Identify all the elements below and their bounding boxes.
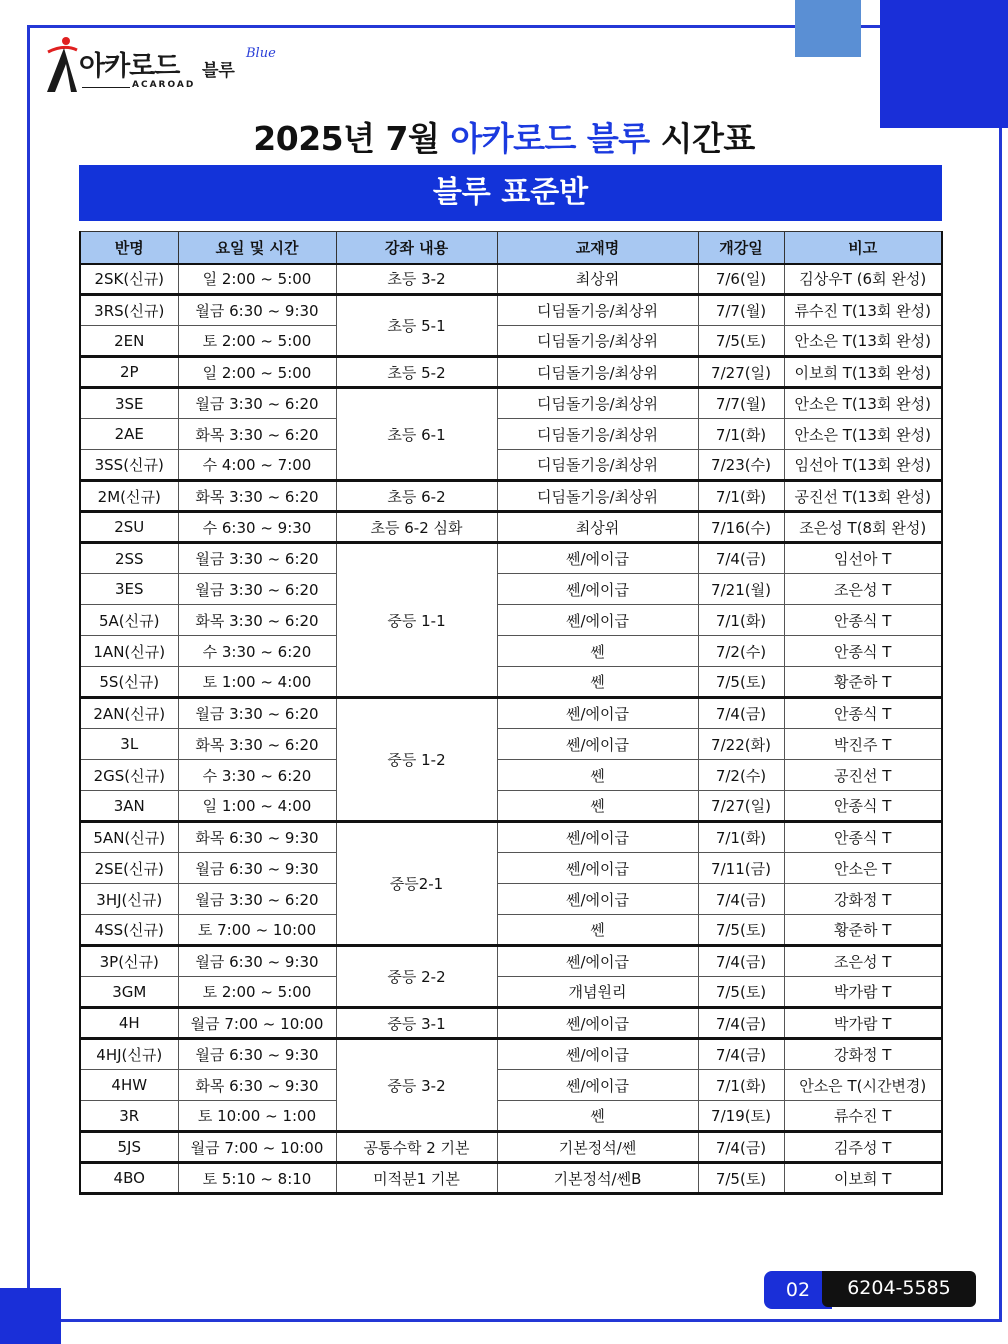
cell-time: 월금 6:30 ~ 9:30 (178, 946, 336, 977)
cell-time: 화목 6:30 ~ 9:30 (178, 1070, 336, 1101)
cell-class: 3HJ(신규) (80, 884, 178, 915)
table-row (80, 357, 942, 388)
table-row (80, 791, 942, 822)
cell-class: 3SE (80, 388, 178, 419)
cell-time: 일 2:00 ~ 5:00 (178, 357, 336, 388)
cell-book: 개념원리 (497, 977, 698, 1008)
cell-book: 기본정석/쎈B (497, 1163, 698, 1194)
cell-start: 7/11(금) (698, 853, 784, 884)
decor-block-dark (880, 0, 1008, 128)
cell-class: 3P(신규) (80, 946, 178, 977)
cell-start: 7/1(화) (698, 822, 784, 853)
cell-course: 초등 3-2 (336, 264, 497, 295)
cell-course: 초등 6-1 (336, 388, 497, 481)
cell-class: 3AN (80, 791, 178, 822)
cell-start: 7/23(수) (698, 450, 784, 481)
cell-book: 디딤돌기응/최상위 (497, 326, 698, 357)
cell-time: 월금 3:30 ~ 6:20 (178, 698, 336, 729)
cell-class: 2M(신규) (80, 481, 178, 512)
table-row (80, 729, 942, 760)
cell-book: 쎈/에이급 (497, 1008, 698, 1039)
table-row (80, 419, 942, 450)
cell-course: 중등 2-2 (336, 946, 497, 1008)
table-row (80, 1008, 942, 1039)
cell-time: 월금 7:00 ~ 10:00 (178, 1008, 336, 1039)
col-header-start: 개강일 (698, 232, 784, 264)
table-row (80, 295, 942, 326)
cell-class: 4SS(신규) (80, 915, 178, 946)
cell-class: 2SK(신규) (80, 264, 178, 295)
table-row (80, 605, 942, 636)
phone-number: 6204-5585 (822, 1271, 976, 1307)
cell-note: 임선아 T (784, 543, 942, 574)
cell-class: 3ES (80, 574, 178, 605)
cell-note: 안소은 T(13회 완성) (784, 326, 942, 357)
cell-time: 월금 6:30 ~ 9:30 (178, 853, 336, 884)
cell-start: 7/4(금) (698, 698, 784, 729)
cell-book: 디딤돌기응/최상위 (497, 357, 698, 388)
cell-class: 3RS(신규) (80, 295, 178, 326)
cell-start: 7/4(금) (698, 1039, 784, 1070)
cell-course: 초등 5-1 (336, 295, 497, 357)
cell-start: 7/5(토) (698, 1163, 784, 1194)
cell-course: 미적분1 기본 (336, 1163, 497, 1194)
cell-time: 월금 3:30 ~ 6:20 (178, 543, 336, 574)
cell-start: 7/7(월) (698, 388, 784, 419)
cell-class: 2GS(신규) (80, 760, 178, 791)
cell-class: 1AN(신규) (80, 636, 178, 667)
table-row (80, 1132, 942, 1163)
col-header-note: 비고 (784, 232, 942, 264)
page-title (0, 113, 1008, 160)
table-row (80, 264, 942, 295)
cell-note: 박진주 T (784, 729, 942, 760)
cell-book: 쎈/에이급 (497, 946, 698, 977)
cell-course: 초등 6-2 (336, 481, 497, 512)
cell-book: 쎈/에이급 (497, 729, 698, 760)
cell-class: 3R (80, 1101, 178, 1132)
col-header-class: 반명 (80, 232, 178, 264)
cell-note: 안소은 T (784, 853, 942, 884)
cell-book: 쎈/에이급 (497, 1070, 698, 1101)
cell-course: 초등 6-2 심화 (336, 512, 497, 543)
cell-class: 4BO (80, 1163, 178, 1194)
cell-course: 중등2-1 (336, 822, 497, 946)
cell-time: 화목 3:30 ~ 6:20 (178, 729, 336, 760)
cell-time: 수 3:30 ~ 6:20 (178, 760, 336, 791)
cell-time: 토 5:10 ~ 8:10 (178, 1163, 336, 1194)
cell-note: 류수진 T (784, 1101, 942, 1132)
cell-time: 토 7:00 ~ 10:00 (178, 915, 336, 946)
cell-class: 2SE(신규) (80, 853, 178, 884)
table-row (80, 822, 942, 853)
cell-book: 쎈 (497, 636, 698, 667)
cell-class: 5A(신규) (80, 605, 178, 636)
cell-note: 안소은 T(13회 완성) (784, 419, 942, 450)
cell-time: 토 1:00 ~ 4:00 (178, 667, 336, 698)
cell-time: 월금 7:00 ~ 10:00 (178, 1132, 336, 1163)
cell-note: 류수진 T(13회 완성) (784, 295, 942, 326)
cell-note: 박가람 T (784, 1008, 942, 1039)
cell-course: 중등 3-1 (336, 1008, 497, 1039)
col-header-book: 교재명 (497, 232, 698, 264)
cell-start: 7/5(토) (698, 326, 784, 357)
cell-start: 7/1(화) (698, 605, 784, 636)
cell-time: 월금 6:30 ~ 9:30 (178, 1039, 336, 1070)
cell-note: 박가람 T (784, 977, 942, 1008)
table-row (80, 1070, 942, 1101)
cell-note: 이보희 T(13회 완성) (784, 357, 942, 388)
cell-start: 7/1(화) (698, 1070, 784, 1101)
cell-note: 조은성 T(8회 완성) (784, 512, 942, 543)
cell-book: 디딤돌기응/최상위 (497, 450, 698, 481)
cell-time: 수 6:30 ~ 9:30 (178, 512, 336, 543)
cell-class: 2EN (80, 326, 178, 357)
cell-book: 디딤돌기응/최상위 (497, 481, 698, 512)
cell-note: 김주성 T (784, 1132, 942, 1163)
decor-block-light (795, 0, 861, 57)
cell-time: 토 10:00 ~ 1:00 (178, 1101, 336, 1132)
cell-note: 강화정 T (784, 1039, 942, 1070)
cell-class: 3L (80, 729, 178, 760)
table-row (80, 667, 942, 698)
schedule-table (79, 231, 943, 1195)
cell-book: 쎈/에이급 (497, 574, 698, 605)
cell-class: 2AE (80, 419, 178, 450)
brand-sub-en: Blue (246, 46, 276, 61)
cell-note: 안종식 T (784, 636, 942, 667)
cell-class: 5JS (80, 1132, 178, 1163)
cell-start: 7/2(수) (698, 760, 784, 791)
cell-time: 화목 3:30 ~ 6:20 (178, 605, 336, 636)
brand-rule (82, 87, 130, 88)
cell-time: 월금 3:30 ~ 6:20 (178, 884, 336, 915)
cell-time: 월금 6:30 ~ 9:30 (178, 295, 336, 326)
cell-book: 쎈/에이급 (497, 853, 698, 884)
table-row (80, 543, 942, 574)
cell-start: 7/7(월) (698, 295, 784, 326)
cell-start: 7/4(금) (698, 1008, 784, 1039)
cell-note: 안소은 T(13회 완성) (784, 388, 942, 419)
cell-start: 7/6(일) (698, 264, 784, 295)
cell-start: 7/27(일) (698, 791, 784, 822)
cell-class: 4HJ(신규) (80, 1039, 178, 1070)
cell-start: 7/1(화) (698, 419, 784, 450)
cell-note: 안종식 T (784, 791, 942, 822)
brand-logo (44, 36, 284, 98)
table-row (80, 636, 942, 667)
cell-start: 7/4(금) (698, 946, 784, 977)
cell-time: 수 4:00 ~ 7:00 (178, 450, 336, 481)
cell-book: 최상위 (497, 264, 698, 295)
cell-note: 황준하 T (784, 915, 942, 946)
cell-book: 쎈/에이급 (497, 822, 698, 853)
cell-start: 7/27(일) (698, 357, 784, 388)
cell-class: 4HW (80, 1070, 178, 1101)
cell-class: 3SS(신규) (80, 450, 178, 481)
cell-time: 토 2:00 ~ 5:00 (178, 326, 336, 357)
cell-time: 수 3:30 ~ 6:20 (178, 636, 336, 667)
table-row (80, 853, 942, 884)
col-header-course: 강좌 내용 (336, 232, 497, 264)
cell-start: 7/1(화) (698, 481, 784, 512)
cell-course: 중등 3-2 (336, 1039, 497, 1132)
cell-time: 토 2:00 ~ 5:00 (178, 977, 336, 1008)
cell-note: 김상우T (6회 완성) (784, 264, 942, 295)
cell-time: 일 2:00 ~ 5:00 (178, 264, 336, 295)
table-row (80, 1163, 942, 1194)
cell-note: 공진선 T (784, 760, 942, 791)
page-number: 02 (764, 1271, 832, 1309)
schedule-body (80, 264, 942, 1194)
cell-course: 중등 1-1 (336, 543, 497, 698)
cell-note: 안종식 T (784, 605, 942, 636)
title-highlight: 아카로드 블루 (450, 119, 650, 158)
cell-class: 2P (80, 357, 178, 388)
cell-book: 쎈 (497, 760, 698, 791)
cell-note: 조은성 T (784, 574, 942, 605)
table-row (80, 946, 942, 977)
table-row (80, 1101, 942, 1132)
cell-note: 안종식 T (784, 822, 942, 853)
table-row (80, 450, 942, 481)
cell-start: 7/16(수) (698, 512, 784, 543)
cell-class: 3GM (80, 977, 178, 1008)
cell-start: 7/21(월) (698, 574, 784, 605)
brand-name-ko: 아카로드 (79, 51, 180, 82)
cell-course: 중등 1-2 (336, 698, 497, 822)
cell-book: 쎈/에이급 (497, 1039, 698, 1070)
cell-book: 기본정석/쎈 (497, 1132, 698, 1163)
cell-time: 월금 3:30 ~ 6:20 (178, 388, 336, 419)
table-row (80, 481, 942, 512)
cell-book: 쎈/에이급 (497, 543, 698, 574)
table-row (80, 698, 942, 729)
decor-block-corner (0, 1288, 61, 1344)
table-row (80, 915, 942, 946)
cell-book: 쎈 (497, 667, 698, 698)
cell-class: 2SS (80, 543, 178, 574)
table-row (80, 977, 942, 1008)
title-prefix: 2025년 7월 (253, 119, 451, 158)
cell-time: 화목 3:30 ~ 6:20 (178, 419, 336, 450)
cell-start: 7/22(화) (698, 729, 784, 760)
cell-start: 7/5(토) (698, 977, 784, 1008)
cell-time: 화목 6:30 ~ 9:30 (178, 822, 336, 853)
cell-time: 일 1:00 ~ 4:00 (178, 791, 336, 822)
cell-book: 쎈/에이급 (497, 884, 698, 915)
cell-class: 2SU (80, 512, 178, 543)
cell-start: 7/4(금) (698, 543, 784, 574)
cell-book: 쎈/에이급 (497, 698, 698, 729)
cell-course: 초등 5-2 (336, 357, 497, 388)
cell-start: 7/5(토) (698, 915, 784, 946)
cell-note: 공진선 T(13회 완성) (784, 481, 942, 512)
cell-note: 이보희 T (784, 1163, 942, 1194)
cell-course: 공통수학 2 기본 (336, 1132, 497, 1163)
cell-book: 최상위 (497, 512, 698, 543)
cell-start: 7/4(금) (698, 1132, 784, 1163)
cell-time: 월금 3:30 ~ 6:20 (178, 574, 336, 605)
table-row (80, 760, 942, 791)
cell-start: 7/4(금) (698, 884, 784, 915)
table-row (80, 574, 942, 605)
cell-start: 7/19(토) (698, 1101, 784, 1132)
section-banner: 블루 표준반 (79, 165, 942, 221)
cell-book: 쎈 (497, 915, 698, 946)
col-header-time: 요일 및 시간 (178, 232, 336, 264)
table-row (80, 884, 942, 915)
runner-logo-icon (44, 36, 80, 94)
table-header-row (80, 232, 942, 264)
cell-note: 강화정 T (784, 884, 942, 915)
cell-book: 디딤돌기응/최상위 (497, 295, 698, 326)
cell-note: 안소은 T(시간변경) (784, 1070, 942, 1101)
cell-class: 5S(신규) (80, 667, 178, 698)
cell-class: 5AN(신규) (80, 822, 178, 853)
cell-book: 쎈/에이급 (497, 605, 698, 636)
cell-start: 7/5(토) (698, 667, 784, 698)
cell-book: 쎈 (497, 791, 698, 822)
cell-note: 안종식 T (784, 698, 942, 729)
cell-start: 7/2(수) (698, 636, 784, 667)
table-row (80, 388, 942, 419)
brand-sub-ko: 블루 (202, 61, 235, 81)
cell-class: 4H (80, 1008, 178, 1039)
cell-class: 2AN(신규) (80, 698, 178, 729)
brand-name-en: ACAROAD (132, 80, 196, 90)
title-suffix: 시간표 (649, 119, 755, 158)
cell-note: 황준하 T (784, 667, 942, 698)
cell-time: 화목 3:30 ~ 6:20 (178, 481, 336, 512)
table-row (80, 1039, 942, 1070)
cell-note: 임선아 T(13회 완성) (784, 450, 942, 481)
table-row (80, 326, 942, 357)
cell-book: 디딤돌기응/최상위 (497, 419, 698, 450)
cell-note: 조은성 T (784, 946, 942, 977)
cell-book: 디딤돌기응/최상위 (497, 388, 698, 419)
cell-book: 쎈 (497, 1101, 698, 1132)
table-row (80, 512, 942, 543)
